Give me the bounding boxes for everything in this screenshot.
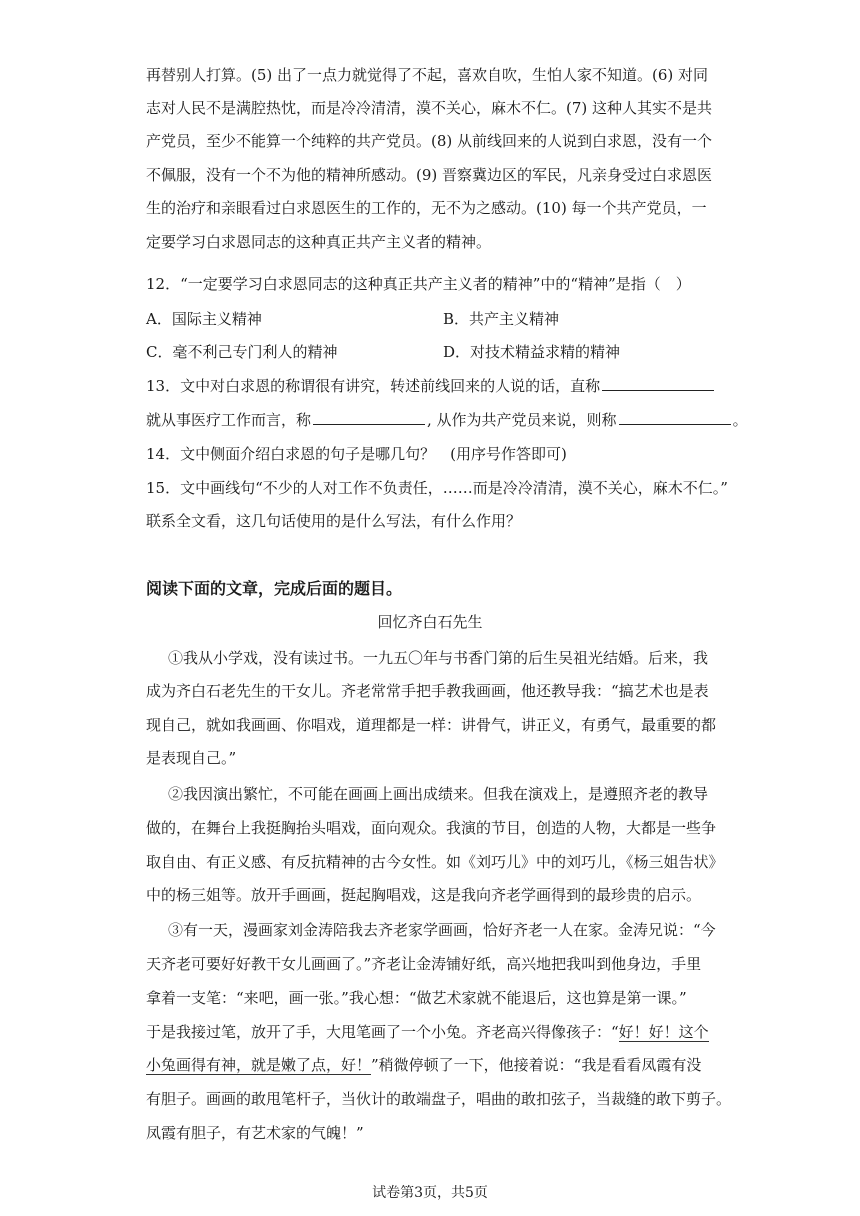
para3-line: 拿着一支笔：“来吧，画一张。”我心想：“做艺术家就不能退后，这也算是第一课。” (146, 989, 687, 1007)
question-14: 14．文中侧面介绍白求恩的句子是哪几句？ (用序号作答即可) (146, 445, 567, 463)
para1-line: 现自己，就如我画画、你唱戏，道理都是一样：讲骨气，讲正义，有勇气，最重要的都 (146, 716, 717, 734)
para3-line: 天齐老可要好好教干女儿画画了。”齐老让金涛铺好纸，高兴地把我叫到他身边，手里 (146, 955, 702, 973)
para2-line: 做的，在舞台上我挺胸抬头唱戏，面向观众。我演的节目，创造的人物，大都是一些争 (146, 819, 717, 837)
q13-text: 13．文中对白求恩的称谓很有讲究，转述前线回来的人说的话，直称 (146, 377, 601, 395)
para2-line: ②我因演出繁忙，不可能在画画上画出成绩来。但我在演戏上，是遵照齐老的教导 (168, 785, 709, 803)
answer-blank[interactable] (602, 376, 714, 391)
para3-line: ③有一天，漫画家刘金涛陪我去齐老家学画画，恰好齐老一人在家。金涛兄说：“今 (168, 921, 716, 939)
passage-line: 定要学习白求恩同志的这种真正共产主义者的精神。 (146, 233, 492, 251)
question-13-line1 (146, 376, 716, 396)
underlined-sentence: 小兔画得有神，就是嫩了点，好！ (146, 1056, 372, 1074)
article-title: 回忆齐白石先生 (377, 613, 483, 631)
underlined-sentence: 好！好！这个 (618, 1023, 709, 1041)
para2-line: 取自由、有正义感、有反抗精神的古今女性。如《刘巧儿》中的刘巧儿，《杨三姐告状》 (146, 853, 724, 871)
section-heading: 阅读下面的文章，完成后面的题目。 (146, 579, 403, 598)
para1-line: ①我从小学戏，没有读过书。一九五〇年与书香门第的后生吴祖光结婚。后来，我 (168, 649, 709, 667)
q12-option-d: D．对技术精益求精的精神 (443, 343, 621, 361)
para3-line (146, 1022, 709, 1042)
para3-text: 于是我接过笔，放开了手，大甩笔画了一个小兔。齐老高兴得像孩子：“ (146, 1023, 619, 1041)
para3-line: 凤霞有胆子，有艺术家的气魄！” (146, 1124, 364, 1142)
passage-line: 生的治疗和亲眼看过白求恩医生的工作的，无不为之感动。(10) 每一个共产党员，一 (146, 199, 707, 217)
q12-option-b: B．共产主义精神 (443, 310, 560, 328)
para3-line: 有胆子。画画的敢甩笔杆子，当伙计的敢端盘子，唱曲的敢扣弦子，当裁缝的敢下剪子。 (146, 1090, 732, 1108)
passage-line: 不佩服，没有一个不为他的精神所感动。(9) 晋察冀边区的军民，凡亲身受过白求恩医 (146, 166, 713, 184)
q12-option-c: C．毫不利己专门利人的精神 (146, 343, 338, 361)
para1-line: 是表现自己。” (146, 749, 237, 767)
passage-line: 产党员，至少不能算一个纯粹的共产党员。(8) 从前线回来的人说到白求恩，没有一个 (146, 132, 713, 150)
page-footer: 试卷第3页，共5页 (372, 1185, 488, 1201)
question-12-stem: 12．“一定要学习白求恩同志的这种真正共产主义者的精神”中的“精神”是指（ ） (146, 275, 691, 293)
answer-blank[interactable] (619, 410, 731, 425)
q12-option-a: A．国际主义精神 (146, 310, 262, 328)
question-15-line2: 联系全文看，这几句话使用的是什么写法，有什么作用？ (146, 512, 522, 530)
answer-blank[interactable] (313, 410, 425, 425)
para1-line: 成为齐白石老先生的干女儿。齐老常常手把手教我画画，他还教导我：“搞艺术也是表 (146, 682, 709, 700)
question-15-line1: 15．文中画线句“不少的人对工作不负责任，……而是冷冷清清，漠不关心，麻木不仁。” (146, 479, 728, 497)
passage-line: 志对人民不是满腔热忱，而是冷冷清清，漠不关心，麻木不仁。(7) 这种人其实不是共 (146, 99, 713, 117)
q13-text: 。 (732, 411, 748, 429)
passage-line: 再替别人打算。(5) 出了一点力就觉得了不起，喜欢自吹，生怕人家不知道。(6) 对同 (146, 66, 709, 84)
para3-text: ”稍微停顿了一下，他接着说：“我是看看凤霞有没 (371, 1056, 702, 1074)
q13-text: , 从作为共产党员来说，则称 (427, 411, 617, 429)
q13-text: 就从事医疗工作而言，称 (146, 411, 312, 429)
para2-line: 中的杨三姐等。放开手画画，挺起胸唱戏，这是我向齐老学画得到的最珍贵的启示。 (146, 886, 702, 904)
question-13-line2 (146, 410, 748, 430)
para3-line (146, 1055, 701, 1075)
